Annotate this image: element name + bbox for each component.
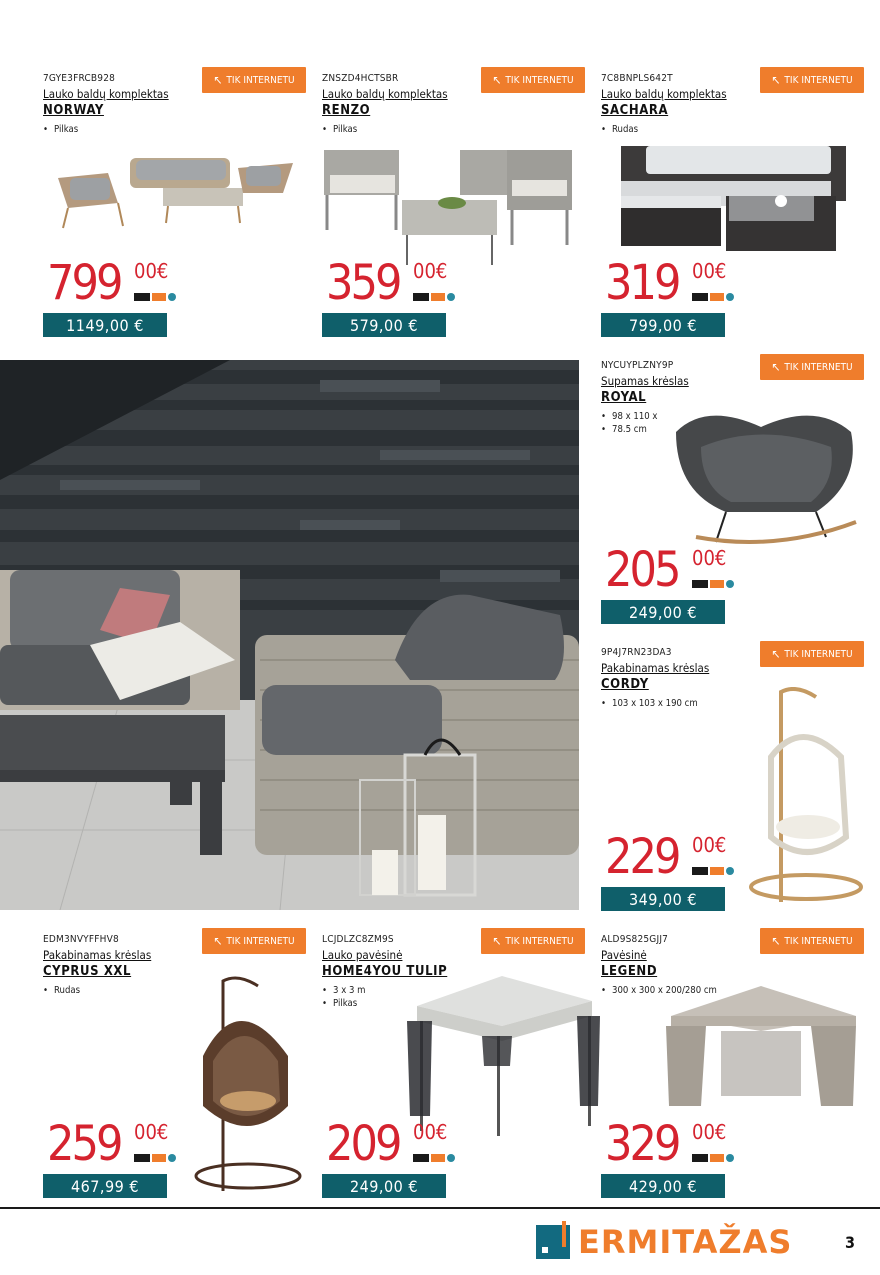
cents-value: 00 [692, 1120, 715, 1144]
currency-symbol: € [435, 259, 448, 283]
brand-logo [536, 1225, 792, 1259]
badge-label: TIK INTERNETU [784, 74, 853, 86]
product-code: EDM3NVYFFHV8 [43, 934, 119, 945]
cursor-click-icon: ↖ [213, 934, 223, 948]
product-code: 9P4J7RN23DA3 [601, 647, 672, 658]
product-name-link[interactable]: SACHARA [601, 103, 669, 118]
currency-symbol: € [714, 1120, 727, 1144]
cursor-click-icon: ↖ [492, 73, 502, 87]
product-features [601, 123, 638, 136]
product-image[interactable] [746, 687, 866, 911]
badge-label: TIK INTERNETU [784, 935, 853, 947]
online-only-badge [202, 928, 306, 954]
badge-label: TIK INTERNETU [784, 648, 853, 660]
product-code: ALD9S825GJJ7 [601, 934, 669, 945]
product-name-link[interactable]: CORDY [601, 677, 649, 692]
old-price: 467,99 € [43, 1174, 167, 1198]
product-price: 259 [47, 1116, 121, 1172]
product-category-link[interactable]: Pavėsinė [601, 948, 647, 962]
cents-value: 00 [413, 1120, 436, 1144]
product-code: 7C8BNPLS642T [601, 73, 673, 84]
product-price-cents [134, 1122, 168, 1142]
brand-logo-mark [536, 1225, 570, 1259]
payment-cards-icon [413, 1154, 457, 1164]
cents-value: 00 [692, 259, 715, 283]
product-price: 359 [326, 255, 400, 311]
product-image[interactable] [48, 148, 298, 252]
product-features [43, 984, 80, 997]
product-feature: • 78.5 cm [601, 423, 657, 436]
online-only-badge [760, 354, 864, 380]
product-code: 7GYE3FRCB928 [43, 73, 116, 84]
product-price-cents [413, 1122, 447, 1142]
product-feature: • Pilkas [43, 123, 78, 136]
product-price: 319 [605, 255, 679, 311]
product-features [601, 410, 657, 436]
cents-value: 00 [134, 1120, 157, 1144]
payment-cards-icon [134, 293, 178, 303]
product-price-cents [692, 1122, 726, 1142]
currency-symbol: € [156, 259, 169, 283]
product-name-link[interactable]: LEGEND [601, 964, 658, 979]
product-feature: • 98 x 110 x [601, 410, 657, 423]
cursor-click-icon: ↖ [771, 934, 781, 948]
product-code: NYCUYPLZNY9P [601, 360, 674, 371]
product-category-link[interactable]: Pakabinamas krėslas [601, 661, 710, 675]
product-code: ZNSZD4HCTSBR [322, 73, 399, 84]
online-only-badge [481, 67, 585, 93]
product-price: 205 [605, 542, 679, 598]
product-feature: • Rudas [601, 123, 638, 136]
online-only-badge [760, 67, 864, 93]
product-card[interactable] [322, 934, 592, 1204]
product-name-link[interactable]: ROYAL [601, 390, 647, 405]
product-price: 329 [605, 1116, 679, 1172]
product-card[interactable] [322, 73, 592, 343]
cursor-click-icon: ↖ [492, 934, 502, 948]
cursor-click-icon: ↖ [771, 647, 781, 661]
payment-cards-icon [692, 580, 736, 590]
online-only-badge [202, 67, 306, 93]
old-price: 1149,00 € [43, 313, 167, 337]
currency-symbol: € [156, 1120, 169, 1144]
payment-cards-icon [692, 867, 736, 877]
product-price-cents [692, 261, 726, 281]
payment-cards-icon [134, 1154, 178, 1164]
payment-cards-icon [692, 1154, 736, 1164]
product-category-link[interactable]: Supamas krėslas [601, 374, 689, 388]
cursor-click-icon: ↖ [213, 73, 223, 87]
payment-cards-icon [692, 293, 736, 303]
currency-symbol: € [714, 546, 727, 570]
product-card[interactable] [601, 73, 871, 343]
product-name-link[interactable]: NORWAY [43, 103, 104, 118]
product-card[interactable] [601, 360, 871, 630]
product-name-link[interactable]: HOME4YOU TULIP [322, 964, 448, 979]
product-name-link[interactable]: CYPRUS XXL [43, 964, 132, 979]
product-image[interactable] [188, 976, 308, 1200]
old-price: 349,00 € [601, 887, 725, 911]
product-code: LCJDLZC8ZM9S [322, 934, 394, 945]
cents-value: 00 [413, 259, 436, 283]
currency-symbol: € [435, 1120, 448, 1144]
old-price: 799,00 € [601, 313, 725, 337]
product-card[interactable] [43, 73, 313, 343]
product-card[interactable] [601, 934, 871, 1204]
lifestyle-photo [0, 360, 579, 910]
old-price: 249,00 € [601, 600, 725, 624]
product-feature: • Pilkas [322, 997, 365, 1010]
product-price: 209 [326, 1116, 400, 1172]
badge-label: TIK INTERNETU [505, 935, 574, 947]
product-feature: • 103 x 103 x 190 cm [601, 697, 698, 710]
cents-value: 00 [692, 546, 715, 570]
product-feature: • 3 x 3 m [322, 984, 365, 997]
product-feature: • Rudas [43, 984, 80, 997]
currency-symbol: € [714, 259, 727, 283]
product-category-link[interactable]: Lauko baldų komplektas [322, 87, 448, 101]
product-name-link[interactable]: RENZO [322, 103, 371, 118]
online-only-badge [760, 928, 864, 954]
product-feature: • Pilkas [322, 123, 357, 136]
product-card[interactable] [43, 934, 313, 1204]
product-image[interactable] [666, 402, 866, 556]
page-number: 3 [845, 1233, 856, 1252]
product-price: 799 [47, 255, 121, 311]
payment-cards-icon [413, 293, 457, 303]
product-price: 229 [605, 829, 679, 885]
currency-symbol: € [714, 833, 727, 857]
product-features [601, 697, 698, 710]
footer-divider [0, 1207, 880, 1209]
cents-value: 00 [692, 833, 715, 857]
product-price-cents [134, 261, 168, 281]
product-image[interactable] [661, 986, 861, 1120]
old-price: 249,00 € [322, 1174, 446, 1198]
cents-value: 00 [134, 259, 157, 283]
product-price-cents [692, 548, 726, 568]
badge-label: TIK INTERNETU [226, 74, 295, 86]
old-price: 579,00 € [322, 313, 446, 337]
product-features [322, 984, 365, 1010]
cursor-click-icon: ↖ [771, 360, 781, 374]
cursor-click-icon: ↖ [771, 73, 781, 87]
badge-label: TIK INTERNETU [505, 74, 574, 86]
badge-label: TIK INTERNETU [226, 935, 295, 947]
product-category-link[interactable]: Lauko baldų komplektas [601, 87, 727, 101]
product-category-link[interactable]: Lauko pavėsinė [322, 948, 403, 962]
product-features [43, 123, 78, 136]
product-category-link[interactable]: Pakabinamas krėslas [43, 948, 152, 962]
brand-name: ERMITAŽAS [578, 1223, 793, 1261]
product-feature: • 300 x 300 x 200/280 cm [601, 984, 717, 997]
product-price-cents [692, 835, 726, 855]
product-image[interactable] [402, 976, 602, 1140]
old-price: 429,00 € [601, 1174, 725, 1198]
product-image[interactable] [601, 141, 851, 265]
badge-label: TIK INTERNETU [784, 361, 853, 373]
product-card[interactable] [601, 647, 871, 917]
product-category-link[interactable]: Lauko baldų komplektas [43, 87, 169, 101]
online-only-badge [760, 641, 864, 667]
product-price-cents [413, 261, 447, 281]
product-features [322, 123, 357, 136]
online-only-badge [481, 928, 585, 954]
